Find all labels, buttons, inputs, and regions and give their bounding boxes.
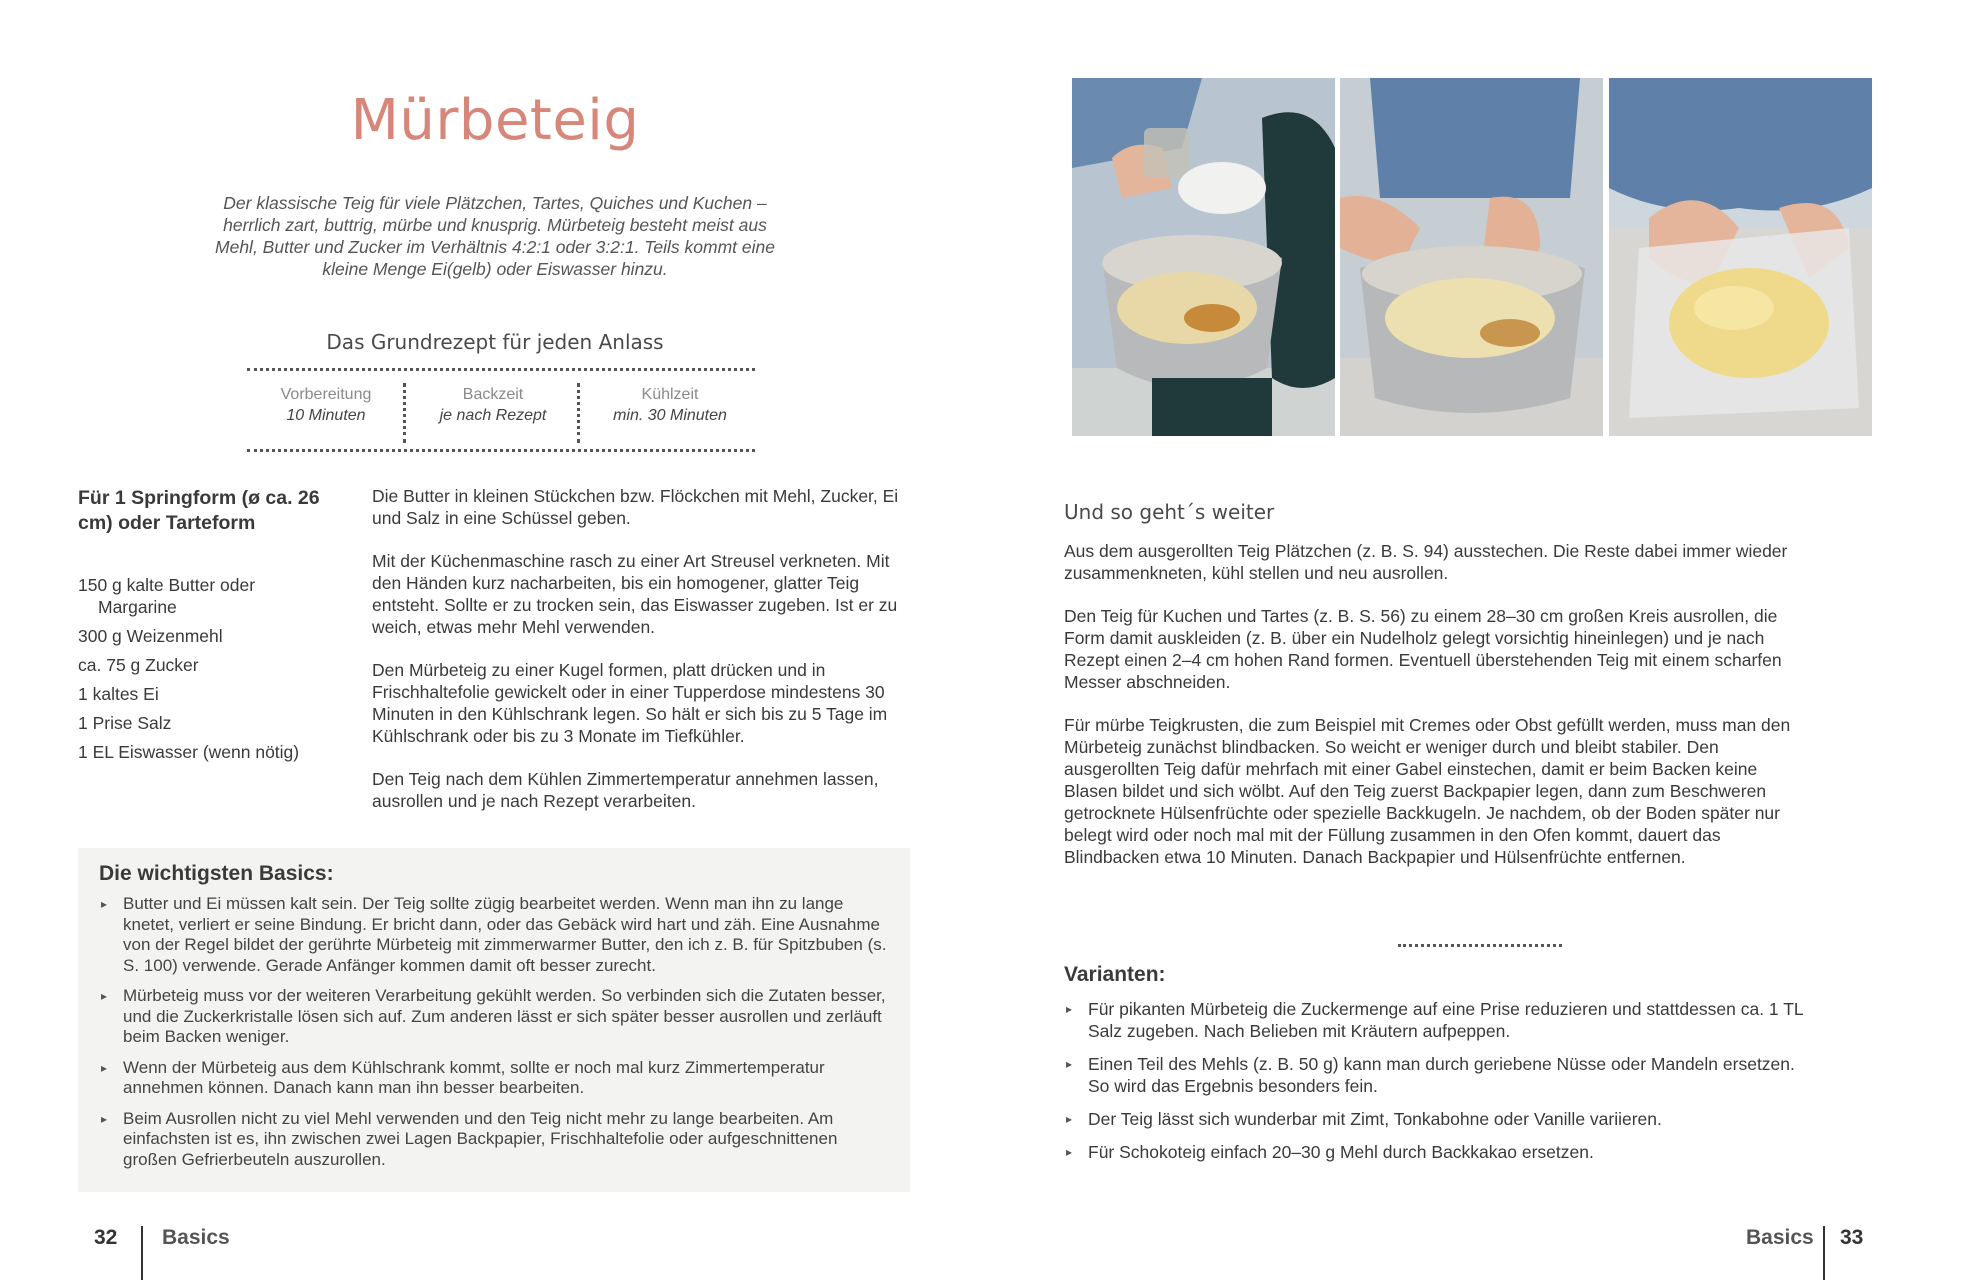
- step-paragraph: Die Butter in kleinen Stückchen bzw. Flöckchen mit Mehl, Zucker, Ei und Salz in eine Schüssel geben.: [372, 486, 899, 528]
- section-label-right: Basics: [1746, 1226, 1814, 1249]
- recipe-subtitle: Das Grundrezept für jeden Anlass: [326, 330, 664, 354]
- variants-list: [1064, 998, 1804, 1174]
- info-prep-value: 10 Minuten: [286, 407, 366, 424]
- basics-item: ▸ Mürbeteig muss vor der weiteren Verarbeitung gekühlt werden. So verbinden sich die Zutaten besser, und die Zuckerkristalle lösen sich auf. Zum anderen lässt er sich später besser ausrollen und zerläuft beim Backen weniger.: [99, 986, 890, 1048]
- basics-heading: Die wichtigsten Basics:: [99, 862, 334, 885]
- step-paragraph: Mit der Küchenmaschine rasch zu einer Art Streusel verkneten. Mit den Händen kurz nacharbeiten, bis ein homogener, glatter Teig entsteht. Sollte er zu trocken sein, das Eiswasser zugeben. Ist er zu weich, etwas mehr Mehl verwenden.: [372, 551, 898, 637]
- preparation-steps: [372, 485, 912, 833]
- photo-kneading-step: [1340, 78, 1603, 436]
- page-number-right: 33: [1840, 1226, 1864, 1249]
- photo-wrapping-step: [1609, 78, 1872, 436]
- ingredient-item: 1 EL Eiswasser (wenn nötig): [78, 742, 300, 762]
- recipe-title: Mürbeteig: [350, 88, 640, 153]
- basics-box: [78, 848, 910, 1192]
- photo-kneading-svg: [1340, 78, 1603, 436]
- ingredients-heading: Für 1 Springform (ø ca. 26 cm) oder Tarteform: [78, 487, 320, 534]
- footer-bar-right: [1823, 1226, 1825, 1280]
- step-paragraph: Den Teig nach dem Kühlen Zimmertemperatur annehmen lassen, ausrollen und je nach Rezept verarbeiten.: [372, 769, 879, 811]
- continuation-paragraph: Den Teig für Kuchen und Tartes (z. B. S. 56) zu einem 28–30 cm großen Kreis ausrollen, die Form damit auskleiden (z. B. über ein Nudelholz gelegt vorsichtig hineinlegen) und je nach Rezept einen 2–4 cm hohen Rand formen. Eventuell überstehenden Teig mit einem scharfen Messer abschneiden.: [1064, 606, 1782, 692]
- variants-heading: Varianten:: [1064, 963, 1166, 986]
- photo-wrapping-svg: [1609, 78, 1872, 436]
- basics-list: [99, 894, 890, 1170]
- info-chill-value: min. 30 Minuten: [613, 407, 727, 424]
- continuation-paragraph: Für mürbe Teigkrusten, die zum Beispiel mit Cremes oder Obst gefüllt werden, muss man den Mürbeteig zunächst blindbacken. So weicht er weniger durch und bleibt stabiler. Den ausgerollten Teig dafür mehrfach mit einer Gabel einstechen, damit er beim Backen keine Blasen bildet und sich wölbt. Auf den Teig zuerst Backpapier legen, dann zum Beschweren getrocknete Hülsenfrüchte oder spezielle Backkugeln. Je nachdem, ob der Boden später nur belegt wird oder noch mal mit der Füllung zusammen in den Ofen kommt, dauert das Blindbacken etwa 10 Minuten. Danach Backpapier und Hülsenfrüchte entfernen.: [1064, 715, 1791, 867]
- ingredients-list: [78, 574, 338, 770]
- footer-bar-left: [141, 1226, 143, 1280]
- ingredient-item: 1 Prise Salz: [78, 713, 172, 733]
- photo-mixer-svg: [1072, 78, 1335, 436]
- continuation-paragraph: Aus dem ausgerollten Teig Plätzchen (z. B. S. 94) ausstechen. Die Reste dabei immer wieder zusammenkneten, kühl stellen und neu ausrollen.: [1064, 541, 1788, 583]
- info-divider-top: [247, 368, 755, 371]
- section-label-left: Basics: [162, 1226, 230, 1249]
- section-separator: [1398, 944, 1562, 947]
- info-divider-1: [403, 383, 406, 443]
- recipe-intro: Der klassische Teig für viele Plätzchen, Tartes, Quiches und Kuchen – herrlich zart, buttrig, mürbe und knusprig. Mürbeteig besteht meist aus Mehl, Butter und Zucker im Verhältnis 4:2:1 oder 3:2:1. Teils kommt eine kleine Menge Ei(gelb) oder Eiswasser hinzu.: [215, 193, 775, 279]
- info-divider-2: [577, 383, 580, 443]
- basics-item: ▸ Butter und Ei müssen kalt sein. Der Teig sollte zügig bearbeitet werden. Wenn man ihn zu lange knetet, verliert er seine Bindung. Er bricht dann, oder das Gebäck wird hart und zäh. Eine Ausnahme von der Regel bildet der gerührte Mürbeteig mit zimmerwarmer Butter, den ich z. B. für Spitzbuben (s. S. 100) verwende. Gerade Anfänger kommen damit oft besser zurecht.: [99, 894, 890, 976]
- info-bake: [413, 384, 573, 426]
- variant-item: ▸ Für Schokoteig einfach 20–30 g Mehl durch Backkakao ersetzen.: [1064, 1141, 1804, 1163]
- ingredient-item: 300 g Weizenmehl: [78, 626, 223, 646]
- info-prep: [246, 384, 406, 426]
- basics-item: ▸ Beim Ausrollen nicht zu viel Mehl verwenden und den Teig nicht mehr zu lange bearbeiten. Am einfachsten ist es, ihn zwischen zwei Lagen Backpapier, Frischhaltefolie oder aufgeschnittenen großen Gefrierbeuteln auszurollen.: [99, 1109, 890, 1171]
- page-number-left: 32: [94, 1226, 118, 1249]
- info-bake-value: je nach Rezept: [439, 407, 547, 424]
- variant-item: ▸ Für pikanten Mürbeteig die Zuckermenge auf eine Prise reduzieren und stattdessen ca. 1 TL Salz zugeben. Nach Belieben mit Kräutern aufpeppen.: [1064, 998, 1804, 1042]
- info-prep-label: Vorbereitung: [280, 386, 372, 403]
- info-bake-label: Backzeit: [462, 386, 524, 403]
- info-chill-label: Kühlzeit: [641, 386, 699, 403]
- photo-mixer-step: [1072, 78, 1335, 436]
- variant-item: ▸ Der Teig lässt sich wunderbar mit Zimt, Tonkabohne oder Vanille variieren.: [1064, 1108, 1804, 1130]
- basics-item: ▸ Wenn der Mürbeteig aus dem Kühlschrank kommt, sollte er noch mal kurz Zimmertemperatur annehmen können. Danach kann man ihn besser bearbeiten.: [99, 1058, 890, 1099]
- ingredient-item: 150 g kalte Butter oder Margarine: [78, 575, 256, 617]
- info-chill: [590, 384, 750, 426]
- variant-item: ▸ Einen Teil des Mehls (z. B. 50 g) kann man durch geriebene Nüsse oder Mandeln ersetzen. So wird das Ergebnis besonders fein.: [1064, 1053, 1804, 1097]
- ingredient-item: ca. 75 g Zucker: [78, 655, 199, 675]
- info-divider-bottom: [247, 449, 755, 452]
- continuation-text: [1064, 540, 1804, 889]
- continuation-subtitle: Und so geht´s weiter: [1064, 500, 1275, 524]
- step-paragraph: Den Mürbeteig zu einer Kugel formen, platt drücken und in Frischhaltefolie gewickelt oder in einer Tupperdose mindestens 30 Minuten in den Kühlschrank legen. So hält er sich bis zu 5 Tage im Kühlschrank oder bis zu 3 Monate im Tiefkühler.: [372, 660, 888, 746]
- ingredient-item: 1 kaltes Ei: [78, 684, 159, 704]
